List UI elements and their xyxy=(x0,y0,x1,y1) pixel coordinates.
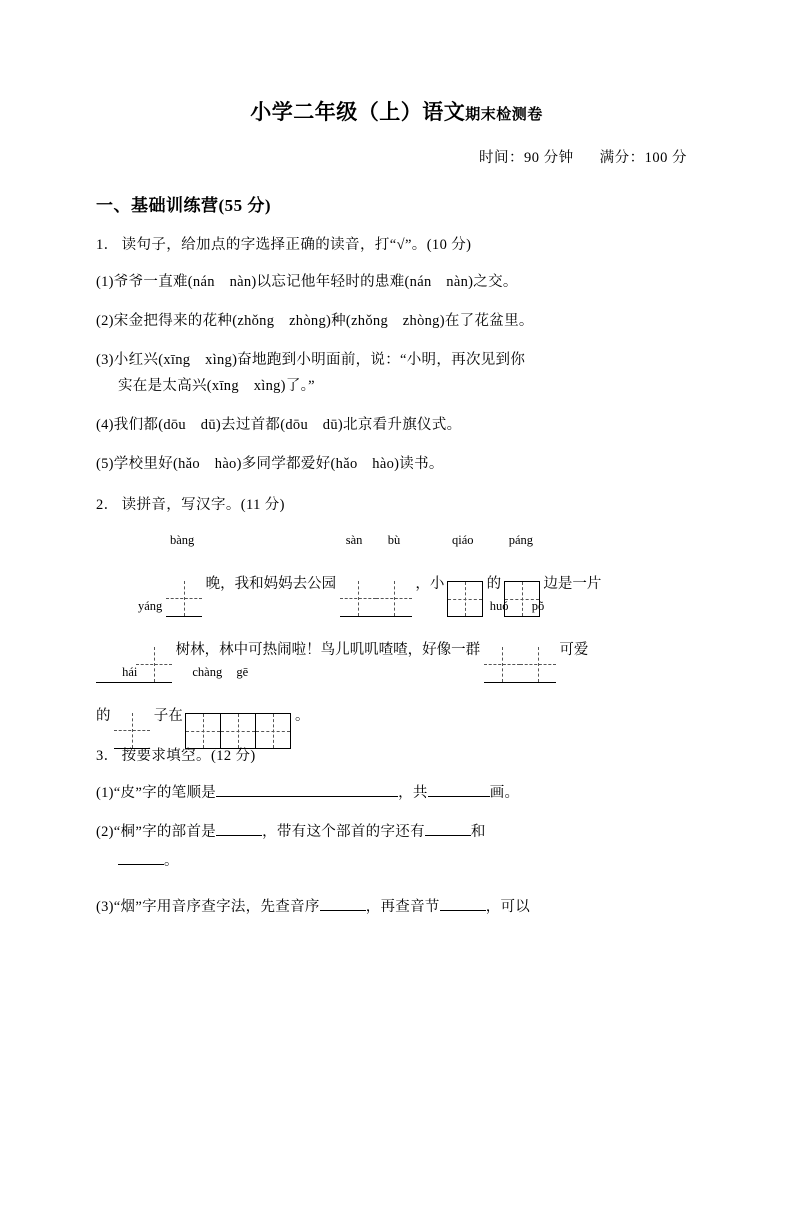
section-heading-1: 一、基础训练营(55 分) xyxy=(96,196,272,215)
question-3-item-2-mid: ，带有这个部首的字还有 xyxy=(262,823,425,840)
pinyin-label-huo: huó xyxy=(489,598,509,613)
pinyin-label-chang: chàng xyxy=(192,664,223,679)
question-2-row-1-text-1: 晚，我和妈妈去公园 xyxy=(205,575,337,592)
question-2-writing-area xyxy=(96,533,697,731)
question-2-row-2 xyxy=(96,599,697,665)
pinyin-label-po: põ xyxy=(531,598,545,613)
question-3-item-2-pre: (2)“桐”字的部首是 xyxy=(96,823,217,840)
answer-blank[interactable] xyxy=(320,910,366,911)
exam-total-score: 满分：100 分 xyxy=(599,150,687,166)
answer-blank[interactable] xyxy=(425,835,471,836)
pinyin-label-pang: páng xyxy=(508,532,534,547)
answer-blank[interactable] xyxy=(440,910,486,911)
page-title-main: 小学二年级（上）语文 xyxy=(250,100,466,124)
pinyin-label-bu: bù xyxy=(387,532,401,547)
question-3-item-2-cont-post: 。 xyxy=(164,852,179,869)
pinyin-label-ge: gē xyxy=(236,664,249,679)
question-3-item-2 xyxy=(96,820,697,845)
question-2-row-1 xyxy=(96,533,697,599)
writing-cell[interactable] xyxy=(114,713,150,749)
question-3-item-3-mid: ，再查音节 xyxy=(365,899,440,916)
pinyin-label-bang: bàng xyxy=(170,532,195,547)
question-2-prompt xyxy=(96,494,697,516)
question-3-text: 按要求填空。(12 分) xyxy=(121,747,256,764)
question-1-item: (1)爷爷一直难(nán nàn)以忘记他年轻时的患难(nán nàn)之交。 xyxy=(96,274,518,291)
question-3-item-3-pre: (3)“烟”字用音序查字法，先查音序 xyxy=(96,899,320,916)
question-2-row-2-text-2: 可爱 xyxy=(559,641,589,658)
question-2-row-1-text-3: 的 xyxy=(486,575,502,592)
pinyin-label-yang: yáng xyxy=(138,598,163,613)
page-title xyxy=(96,96,697,126)
question-3-number: 3． xyxy=(96,747,119,764)
answer-blank[interactable] xyxy=(216,796,398,797)
question-3-item-2-cont xyxy=(96,849,697,874)
question-1-number: 1． xyxy=(96,237,119,253)
question-2-text: 读拼音，写汉字。(11 分) xyxy=(121,497,285,514)
pinyin-group-changge xyxy=(186,665,291,749)
question-2-row-2-text-1: 树林，林中可热闹啦！鸟儿叽叽喳喳，好像一群 xyxy=(175,641,481,658)
question-1-prompt xyxy=(96,234,697,256)
question-2-row-1-text-2: ，小 xyxy=(415,575,445,592)
question-2-row-3-text-2: 。 xyxy=(295,707,310,724)
writing-cell[interactable] xyxy=(185,713,221,749)
page-title-sub: 期末检测卷 xyxy=(465,107,543,123)
exam-meta xyxy=(96,146,697,167)
exam-page xyxy=(0,96,793,1218)
writing-cell[interactable] xyxy=(255,713,291,749)
question-3-item-3-post: ，可以 xyxy=(485,899,531,916)
question-1-item: (5)学校里好(hǎo hào)多同学都爱好(hǎo hào)读书。 xyxy=(96,455,444,472)
question-2-row-3-text-1: 子在 xyxy=(153,707,183,724)
writing-cell[interactable] xyxy=(220,713,256,749)
pinyin-label-hai: hái xyxy=(122,664,138,679)
question-3-item-2-post: 和 xyxy=(470,823,486,840)
pinyin-label-qiao: qiáo xyxy=(452,532,474,547)
writing-cells-changge[interactable] xyxy=(186,683,291,749)
question-3-item-3 xyxy=(96,895,697,920)
answer-blank[interactable] xyxy=(216,835,262,836)
question-2-row-3 xyxy=(96,665,697,731)
question-1-item-cont-text: 实在是太高兴(xīng xìng)了。” xyxy=(118,378,315,395)
question-1-item-cont xyxy=(96,374,697,399)
pinyin-label-san: sàn xyxy=(345,532,363,547)
question-1-item: (3)小红兴(xīng xìng)奋地跑到小明面前，说：“小明，再次见到你 xyxy=(96,351,526,368)
question-3-item-1-post: 画。 xyxy=(489,785,520,802)
question-1-item: (4)我们都(dōu dū)去过首都(dōu dū)北京看升旗仪式。 xyxy=(96,417,462,434)
answer-blank[interactable] xyxy=(428,796,490,797)
question-3-item-1-pre: (1)“皮”字的笔顺是 xyxy=(96,785,217,802)
writing-cells-hai[interactable] xyxy=(114,683,150,749)
question-1-text: 读句子，给加点的字选择正确的读音，打“√”。(10 分) xyxy=(121,237,472,253)
question-2-number: 2． xyxy=(96,497,119,514)
pinyin-group-hai xyxy=(114,665,150,749)
answer-blank[interactable] xyxy=(118,864,164,865)
question-2-row-1-text-4: 边是一片 xyxy=(543,575,602,592)
exam-time: 时间：90 分钟 xyxy=(479,150,574,166)
question-3-item-1 xyxy=(96,781,697,806)
question-1-item: (2)宋金把得来的花种(zhǒng zhòng)种(zhǒng zhòng)在了花盆里。 xyxy=(96,313,534,330)
question-2-row-3-text-0: 的 xyxy=(96,707,111,724)
question-3-item-1-mid: ，共 xyxy=(398,785,428,802)
question-3-item-2-cont-inner xyxy=(96,849,697,874)
